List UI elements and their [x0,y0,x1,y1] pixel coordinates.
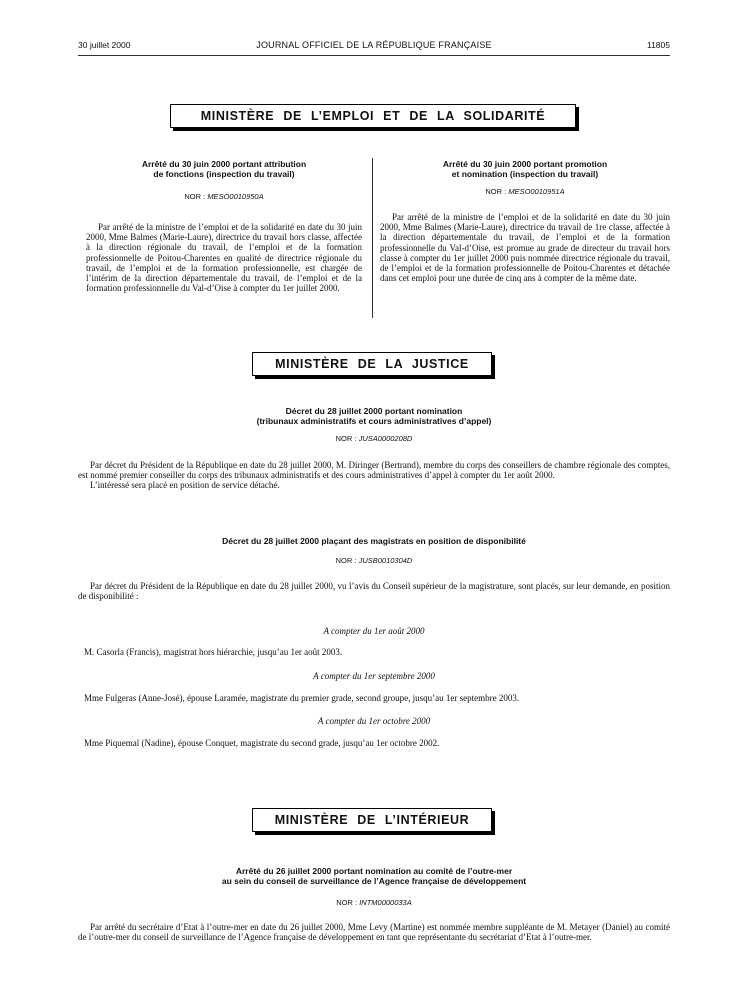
nor-attribution: NOR : MESO0010950A [184,192,264,201]
decret-intro-disponibilite: Par décret du Président de la République en date du 28 juillet 2000, vu l’avis du Conseil supérieur de la magistrature, sont placés, sur leur demande, en position de disponibilité : [78,581,670,602]
header-page-number: 11805 [646,40,670,50]
header-rule [78,55,670,56]
page-header [78,40,670,52]
header-journal-title: JOURNAL OFFICIEL DE LA RÉPUBLIQUE FRANÇAISE [256,40,492,50]
arrete-title-promotion: Arrêté du 30 juin 2000 portant promotion et nomination (inspection du travail) [442,159,608,179]
entry-piquemal: Mme Piquemal (Nadine), épouse Conquet, magistrate du second grade, jusqu’au 1er octobre 2002. [84,738,440,748]
nor-promotion: NOR : MESO0010951A [485,187,565,196]
subheading-octobre: A compter du 1er octobre 2000 [317,716,431,726]
ministry-title-justice: MINISTÈRE DE LA JUSTICE [275,357,469,371]
decret-title-nomination: Décret du 28 juillet 2000 portant nomination (tribunaux administratifs et cours administratives d’appel) [256,406,492,426]
arrete-body-attribution: Par arrêté de la ministre de l’emploi et de la solidarité en date du 30 juin 2000, Mme Balmes (Marie-Laure), directrice du travail hors classe, affectée à la direction régionale du travail, de l’emploi et de la formation professionnelle de Poitou-Charentes en qualité de directrice régionale du travail, de l’emploi et de la formation professionnelle, est chargée de l’intérim de la direction départementale du travail, de l’emploi et de la formation professionnelle du Val-d’Oise à compter du 1er juillet 2000. [86,222,362,294]
nor-outre-mer: NOR : INTM0000033A [336,898,412,907]
column-divider [372,158,373,318]
decret-body-nomination: Par décret du Président de la République en date du 28 juillet 2000, M. Diringer (Bertrand), membre du corps des conseillers de chambre régionale des comptes, est nommé premier conseiller du corps des tribunaux administratifs et des cours administratives d’appel à compter du 1er août 2000. L’intéressé sera placé en position de service détaché. [78,460,670,491]
nor-disponibilite: NOR : JUSB0010304D [335,556,413,565]
header-date: 30 juillet 2000 [78,40,131,50]
arrete-title-attribution: Arrêté du 30 juin 2000 portant attribution de fonctions (inspection du travail) [141,159,307,179]
ministry-box-emploi [170,104,576,128]
arrete-title-outre-mer: Arrêté du 26 juillet 2000 portant nomination au comité de l’outre-mer au sein du conseil de surveillance de l’Agence française de développement [221,866,527,886]
subheading-aout: A compter du 1er août 2000 [323,626,425,636]
arrete-body-promotion: Par arrêté de la ministre de l’emploi et de la solidarité en date du 30 juin 2000, Mme Balmes (Marie-Laure), directrice du travail de 1re classe, affectée à la direction départementale du travail, de l’emploi et de la formation professionnelle du Val-d’Oise, est promue au grade de directeur du travail hors classe à compter du 1er juillet 2000 puis nommée directrice régionale du travail, de l’emploi et de la formation professionnelle de Poitou-Charentes et détachée dans cet emploi pour une durée de cinq ans à compter de la même date. [380,212,670,284]
ministry-title-interieur: MINISTÈRE DE L’INTÉRIEUR [274,813,470,827]
ministry-box-interieur [252,808,492,832]
decret-title-disponibilite: Décret du 28 juillet 2000 plaçant des magistrats en position de disponibilité [222,536,526,546]
entry-casorla: M. Casorla (Francis), magistrat hors hiérarchie, jusqu’au 1er août 2003. [84,647,343,657]
arrete-body-outre-mer: Par arrêté du secrétaire d’Etat à l’outre-mer en date du 26 juillet 2000, Mme Levy (Martine) est nommée membre suppléante de M. Metayer (Daniel) au comité de l’outre-mer du conseil de surveillance de l’Agence française de développement en tant que représentante du secrétariat d’Etat à l’outre-mer. [78,922,670,943]
ministry-title-emploi: MINISTÈRE DE L’EMPLOI ET DE LA SOLIDARITÉ [200,109,546,123]
nor-nomination: NOR : JUSA0000208D [335,434,413,443]
ministry-box-justice [252,352,492,376]
entry-fulgeras: Mme Fulgeras (Anne-José), épouse Laramée, magistrate du premier grade, second groupe, jusqu’au 1er septembre 2003. [84,693,520,703]
subheading-septembre: A compter du 1er septembre 2000 [313,671,435,681]
